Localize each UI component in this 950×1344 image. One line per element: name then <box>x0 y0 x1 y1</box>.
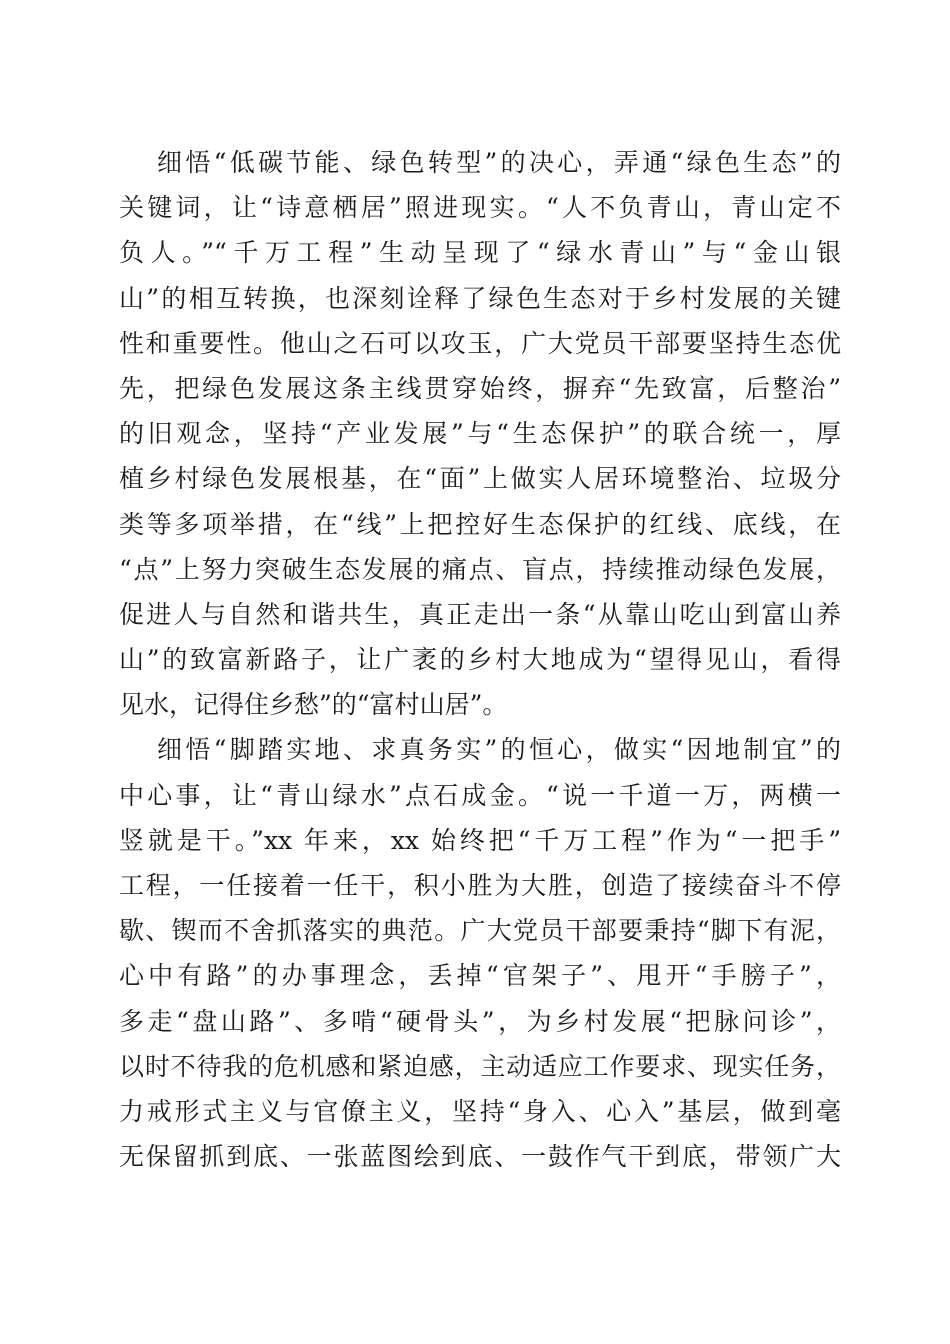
text-line: 类等多项举措，在“线”上把控好生态保护的红线、底线，在 <box>119 509 841 539</box>
text-line: 歇、锲而不舍抓落实的典范。广大党员干部要秉持“脚下有泥， <box>119 916 841 946</box>
text-line: 竖就是干。”xx 年来，xx 始终把“千万工程”作为“一把手” <box>119 825 841 855</box>
text-line: 先，把绿色发展这条主线贯穿始终，摒弃“先致富，后整治” <box>119 373 841 403</box>
text-line: 以时不待我的危机感和紧迫感，主动适应工作要求、现实任务， <box>119 1051 841 1081</box>
text-line: 促进人与自然和谐共生，真正走出一条“从靠山吃山到富山养 <box>119 599 841 629</box>
text-line: 植乡村绿色发展根基，在“面”上做实人居环境整治、垃圾分 <box>119 464 841 494</box>
text-line: 的旧观念，坚持“产业发展”与“生态保护”的联合统一，厚 <box>119 419 841 449</box>
text-line: 性和重要性。他山之石可以攻玉，广大党员干部要坚持生态优 <box>119 328 841 358</box>
text-line: 力戒形式主义与官僚主义，坚持“身入、心入”基层，做到毫 <box>119 1096 841 1126</box>
text-line: 中心事，让“青山绿水”点石成金。“说一千道一万，两横一 <box>119 780 841 810</box>
text-line: 工程，一任接着一任干，积小胜为大胜，创造了接续奋斗不停 <box>119 871 841 900</box>
paragraph-green-ecology <box>119 140 841 727</box>
document-body <box>119 140 841 1179</box>
text-line: 细悟“低碳节能、绿色转型”的决心，弄通“绿色生态”的 <box>157 148 841 177</box>
text-line: 无保留抓到底、一张蓝图绘到底、一鼓作气干到底，带领广大 <box>119 1142 841 1172</box>
text-line: 关键词，让“诗意栖居”照进现实。“人不负青山，青山定不 <box>119 193 841 223</box>
text-line: 山”的相互转换，也深刻诠释了绿色生态对于乡村发展的关键 <box>119 283 841 313</box>
paragraph-down-to-earth <box>119 727 841 1179</box>
text-line: 见水，记得住乡愁”的“富村山居”。 <box>119 690 508 720</box>
text-line: 山”的致富新路子，让广袤的乡村大地成为“望得见山，看得 <box>119 645 841 675</box>
text-line: 心中有路”的办事理念，丢掉“官架子”、甩开“手膀子”， <box>119 961 841 991</box>
text-line: 细悟“脚踏实地、求真务实”的恒心，做实“因地制宜”的 <box>157 735 841 765</box>
text-line: “点”上努力突破生态发展的痛点、盲点，持续推动绿色发展， <box>119 554 841 584</box>
text-line: 多走“盘山路”、多啃“硬骨头”，为乡村发展“把脉问诊”， <box>119 1006 841 1036</box>
text-line: 负人。”“千万工程”生动呈现了“绿水青山”与“金山银 <box>119 238 841 268</box>
